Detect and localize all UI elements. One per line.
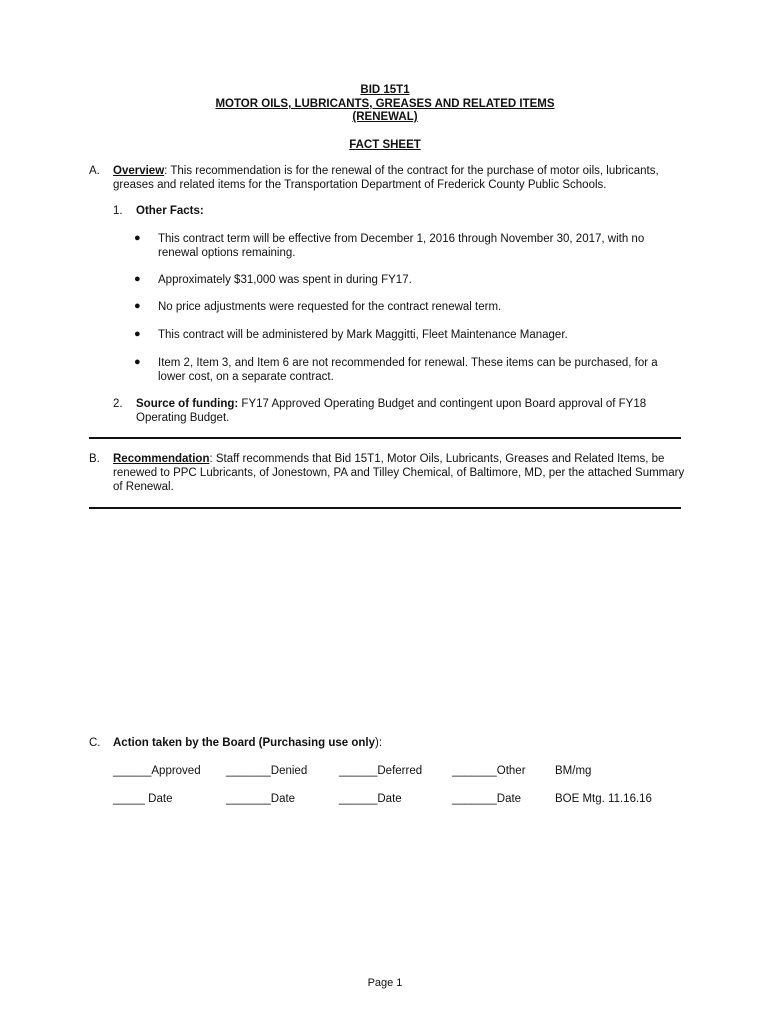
bullet-5-line1: Item 2, Item 3, and Item 6 are not recommended for renewal. These items can be purchased, for a <box>158 357 658 369</box>
item-2-text-line2: Operating Budget. <box>136 412 230 424</box>
action-date-1: _____ Date <box>113 793 173 805</box>
section-c-heading-tail: ): <box>375 737 383 749</box>
fact-sheet-heading: FACT SHEET <box>349 139 421 151</box>
section-b-text-line2: renewed to PPC Lubricants, of Jonestown, PA and Tilley Chemical, of Baltimore, MD, per the attached Summary <box>113 467 685 479</box>
action-deferred: ______Deferred <box>339 765 423 777</box>
item-1-number: 1. <box>113 205 123 217</box>
bid-number: BID 15T1 <box>360 84 410 96</box>
action-date-4: _______Date <box>452 793 522 805</box>
item-2-funding <box>136 397 646 411</box>
item-2-heading: Source of funding: <box>136 398 239 410</box>
divider-rule <box>89 507 681 509</box>
document-title: MOTOR OILS, LUBRICANTS, GREASES AND RELATED ITEMS <box>215 98 555 110</box>
section-b-text-line1: : Staff recommends that Bid 15T1, Motor Oils, Lubricants, Greases and Related Items, be <box>209 453 665 465</box>
initials-bm-mg: BM/mg <box>555 765 592 777</box>
section-b-text-line3: of Renewal. <box>113 481 174 493</box>
bullet-1-line1: This contract term will be effective from December 1, 2016 through November 30, 2017, with no <box>158 233 645 245</box>
item-2-number: 2. <box>113 398 123 410</box>
bullet-2-line1: Approximately $31,000 was spent in during FY17. <box>158 274 412 286</box>
section-a-text-line1: : This recommendation is for the renewal of the contract for the purchase of motor oils, lubricants, <box>164 165 659 177</box>
bullet-1-line2: renewal options remaining. <box>158 247 296 259</box>
page-number: Page 1 <box>367 977 403 989</box>
section-a-letter: A. <box>89 165 100 177</box>
document-subtitle: (RENEWAL) <box>352 111 418 123</box>
bullet-4-line1: This contract will be administered by Mark Maggitti, Fleet Maintenance Manager. <box>158 329 568 341</box>
item-1-heading: Other Facts: <box>136 205 204 217</box>
boe-meeting-date: BOE Mtg. 11.16.16 <box>555 793 652 805</box>
section-b-recommendation <box>113 452 664 466</box>
section-c-heading: Action taken by the Board (Purchasing use only <box>113 737 375 749</box>
section-a-heading: Overview <box>113 165 165 177</box>
action-approved: ______Approved <box>113 765 201 777</box>
action-other: _______Other <box>452 765 526 777</box>
bullet-3-line1: No price adjustments were requested for the contract renewal term. <box>158 301 502 313</box>
action-date-2: _______Date <box>226 793 296 805</box>
item-2-text-line1: FY17 Approved Operating Budget and contingent upon Board approval of FY18 <box>238 398 647 410</box>
section-a-overview <box>113 164 659 178</box>
bullet-icon: ● <box>134 356 141 368</box>
action-date-3: ______Date <box>339 793 402 805</box>
section-c-letter: C. <box>89 737 101 749</box>
bullet-icon: ● <box>134 328 141 340</box>
bullet-icon: ● <box>134 273 141 285</box>
action-denied: _______Denied <box>226 765 308 777</box>
divider-rule <box>89 437 681 439</box>
section-a-text-line2: greases and related items for the Transportation Department of Frederick County Public Schools. <box>113 179 607 191</box>
section-b-heading: Recommendation <box>113 453 210 465</box>
section-b-letter: B. <box>89 453 100 465</box>
bullet-icon: ● <box>134 232 141 244</box>
bullet-5-line2: lower cost, on a separate contract. <box>158 371 334 383</box>
bullet-icon: ● <box>134 300 141 312</box>
section-c-action <box>113 736 382 750</box>
